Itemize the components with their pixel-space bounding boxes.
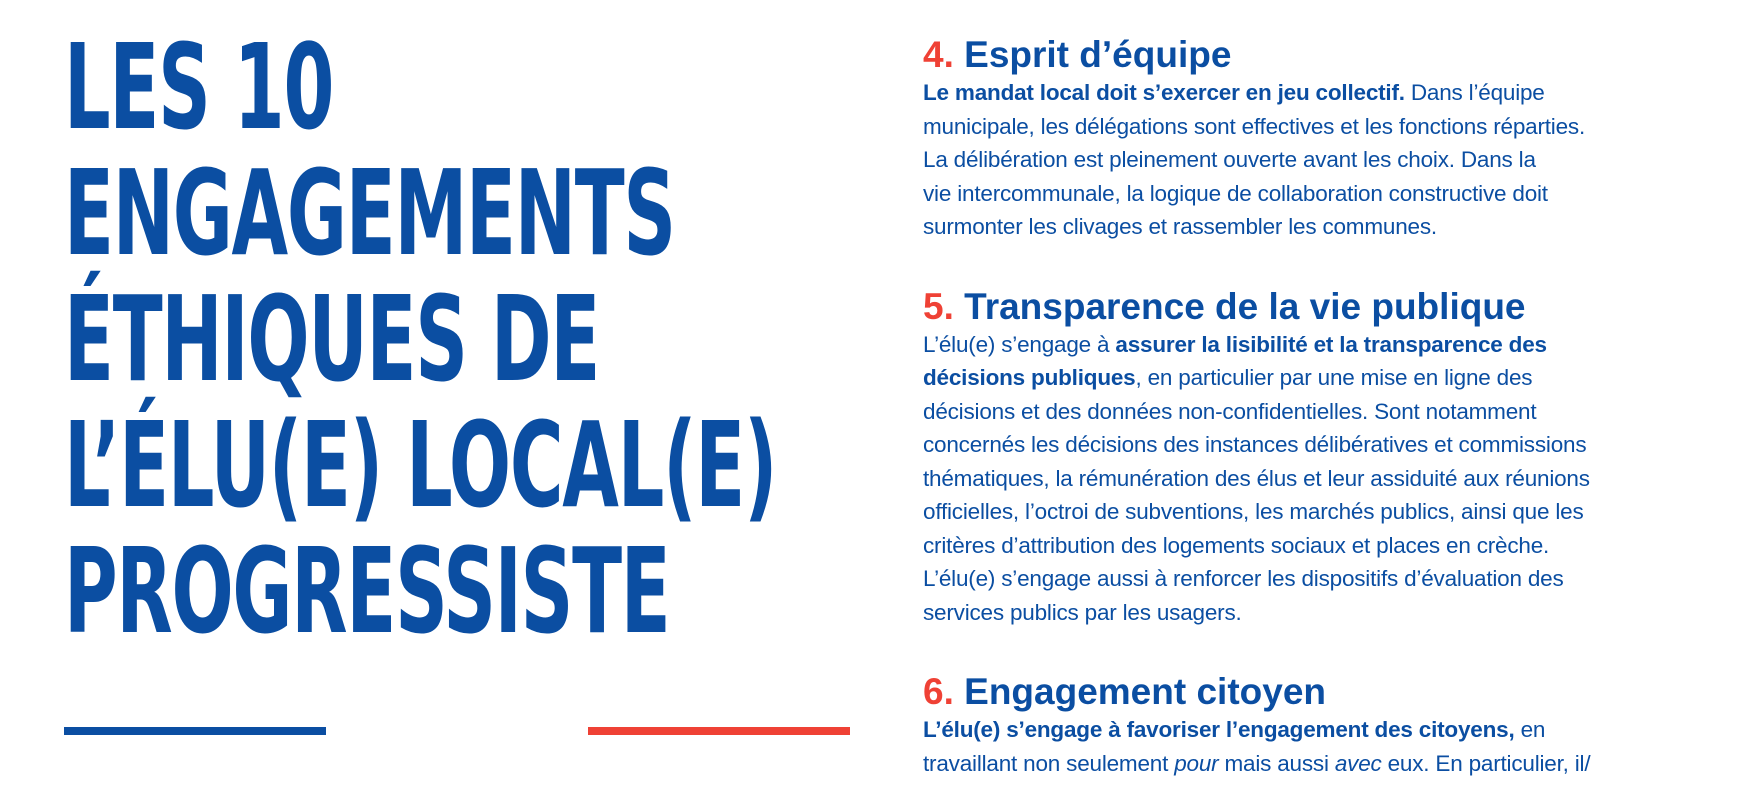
- page-title-line: L’ÉLU(E) LOCAL(E): [64, 396, 777, 534]
- body-text: L’élu(e) s’engage à: [923, 331, 1116, 357]
- body-line: [923, 143, 1743, 177]
- blue-divider: [64, 727, 326, 735]
- body-line: [923, 76, 1743, 110]
- body-line: [923, 428, 1743, 462]
- engagement-body: [923, 328, 1743, 630]
- engagement-body: [923, 713, 1743, 780]
- body-line: [923, 110, 1743, 144]
- body-text: eux. En particulier, il/: [1381, 750, 1591, 776]
- body-line: [923, 177, 1743, 211]
- body-text: thématiques, la rémunération des élus et leur assiduité aux réunions: [923, 465, 1590, 491]
- body-line: [923, 462, 1743, 496]
- engagement-title: Engagement citoyen: [964, 671, 1326, 712]
- body-text: La délibération est pleinement ouverte avant les choix. Dans la: [923, 147, 1536, 172]
- engagement-title: Esprit d’équipe: [964, 34, 1232, 75]
- body-text: en: [1514, 717, 1546, 742]
- body-text: Dans l’équipe: [1404, 80, 1545, 105]
- bold-text: décisions publiques: [923, 365, 1136, 390]
- body-line: [923, 713, 1743, 747]
- page-title-line: ÉTHIQUES DE: [64, 270, 600, 408]
- engagement-number: 5.: [923, 285, 954, 327]
- page-title-line: PROGRESSISTE: [64, 522, 670, 660]
- bold-text: L’élu(e) s’engage à favoriser l’engagement des citoyens,: [923, 717, 1515, 742]
- body-text: critères d’attribution des logements sociaux et places en crèche.: [923, 532, 1550, 558]
- engagements-list: [923, 34, 1743, 780]
- body-text: travaillant non seulement: [923, 750, 1175, 776]
- body-text: décisions et des données non-confidentielles. Sont notamment: [923, 398, 1537, 424]
- italic-text: avec: [1334, 750, 1382, 776]
- body-line: [923, 747, 1743, 781]
- body-line: [923, 529, 1743, 563]
- page-title-line: LES 10: [64, 18, 334, 156]
- engagement-5: [923, 286, 1743, 630]
- body-text: officielles, l’octroi de subventions, les marchés publics, ainsi que les: [923, 499, 1584, 524]
- engagement-6: [923, 671, 1743, 780]
- page-title-line: ENGAGEMENTS: [64, 144, 675, 282]
- body-line: [923, 328, 1743, 362]
- body-text: concernés les décisions des instances délibératives et commissions: [923, 432, 1587, 457]
- page-title: [64, 18, 777, 660]
- engagement-body: [923, 76, 1743, 244]
- body-text: , en particulier par une mise en ligne des: [1135, 365, 1533, 390]
- body-text: vie intercommunale, la logique de collaboration constructive doit: [923, 180, 1548, 206]
- body-text: services publics par les usagers.: [923, 599, 1242, 625]
- body-text: surmonter les clivages et rassembler les communes.: [923, 214, 1437, 239]
- engagement-heading: [923, 671, 1743, 713]
- body-line: [923, 210, 1743, 244]
- italic-text: pour: [1174, 750, 1219, 776]
- engagement-number: 4.: [923, 34, 954, 75]
- body-line: [923, 395, 1743, 429]
- body-line: [923, 495, 1743, 529]
- engagement-title: Transparence de la vie publique: [964, 285, 1526, 327]
- engagement-heading: [923, 34, 1743, 76]
- body-text: municipale, les délégations sont effectives et les fonctions réparties.: [923, 113, 1586, 139]
- body-line: [923, 596, 1743, 630]
- bold-text: Le mandat local doit s’exercer en jeu collectif.: [923, 80, 1405, 105]
- engagement-heading: [923, 286, 1743, 328]
- engagement-number: 6.: [923, 671, 954, 712]
- red-divider: [588, 727, 850, 735]
- body-text: mais aussi: [1218, 750, 1335, 776]
- body-line: [923, 562, 1743, 596]
- body-line: [923, 361, 1743, 395]
- engagement-4: [923, 34, 1743, 244]
- body-text: L’élu(e) s’engage aussi à renforcer les dispositifs d’évaluation des: [923, 566, 1564, 591]
- bold-text: assurer la lisibilité et la transparence des: [1115, 331, 1547, 357]
